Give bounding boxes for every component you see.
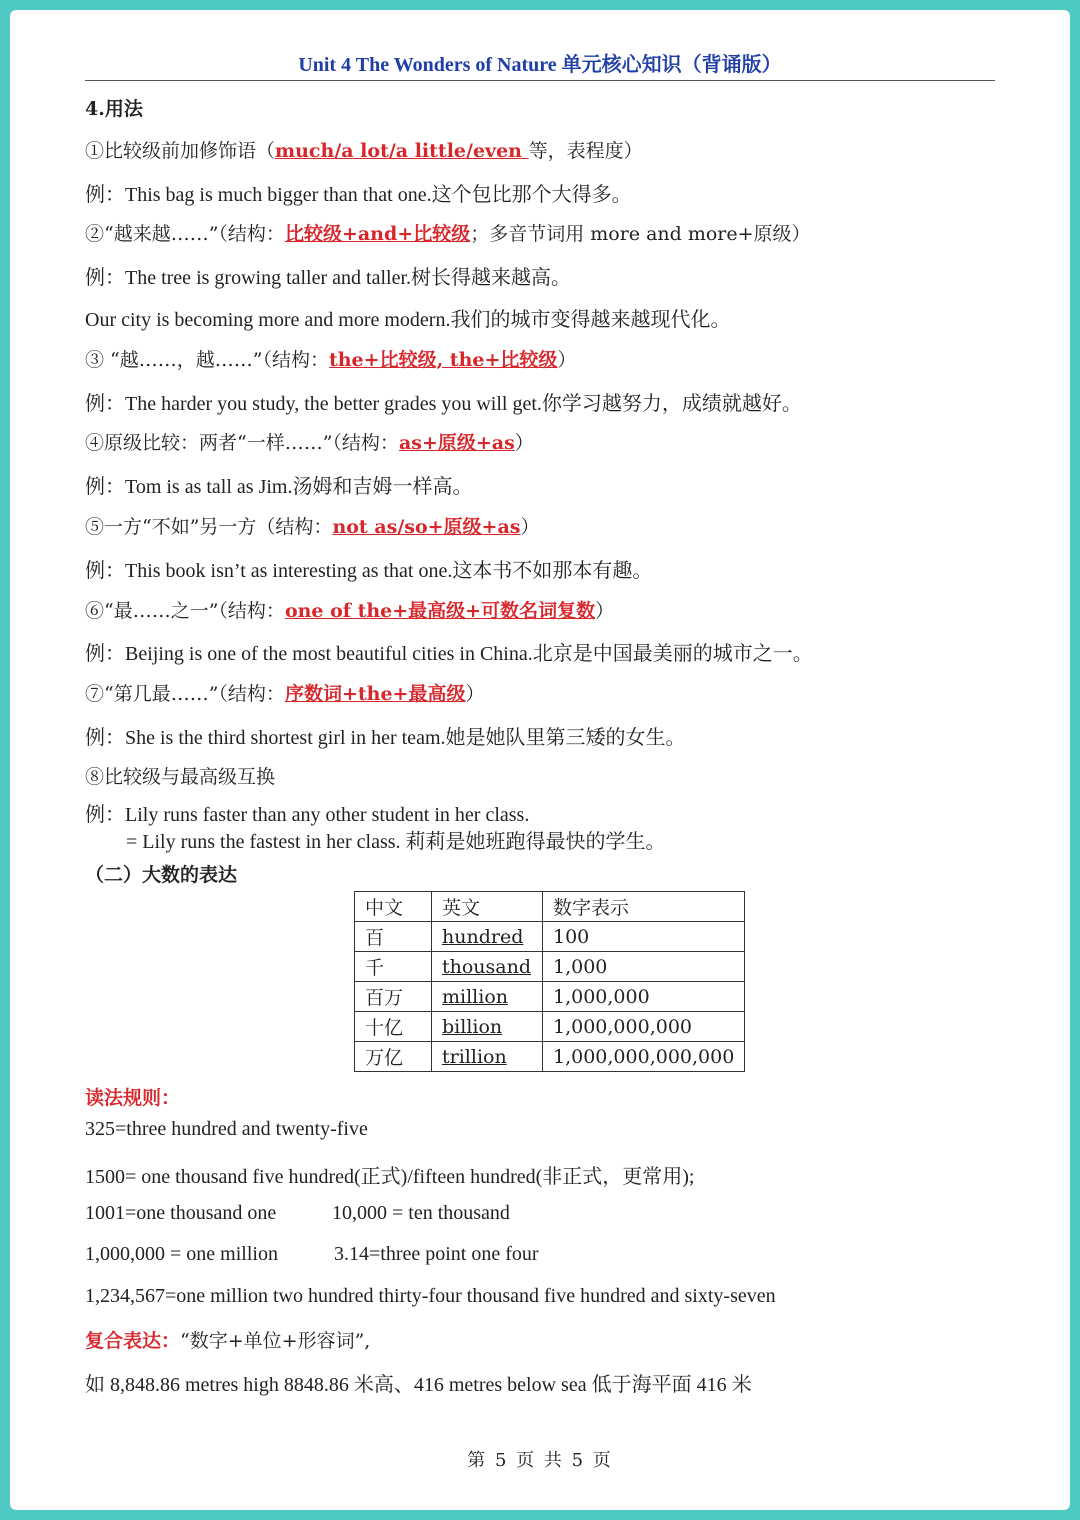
table-row	[355, 922, 745, 952]
large-numbers-table	[354, 891, 745, 1072]
rule-line-3b: 10,000 = ten thousand	[332, 1202, 510, 1224]
table-cell-chinese: 千	[355, 952, 432, 982]
table-row	[355, 952, 745, 982]
rule-line-2: 1500= one thousand five hundred(正式)/fifteen hundred(非正式，更常用);	[85, 1166, 695, 1188]
table-cell-english: trillion	[432, 1042, 543, 1072]
table-header-cell: 数字表示	[543, 892, 745, 922]
table-cell-chinese: 万亿	[355, 1042, 432, 1072]
usage-example-4: 例：The harder you study, the better grades you will get.你学习越努力，成绩就越好。	[85, 393, 802, 415]
rule-line-6: 如 8,848.86 metres high 8848.86 米高、416 metres below sea 低于海平面 416 米	[85, 1374, 752, 1396]
usage-line-4: ④原级比较：两者“一样……”（结构：as+原级+as）	[85, 432, 534, 454]
usage-example-9: 例：Lily runs faster than any other student in her class.	[85, 804, 530, 826]
table-cell-number: 100	[543, 922, 745, 952]
usage-example-8: 例：She is the third shortest girl in her team.她是她队里第三矮的女生。	[85, 727, 686, 749]
usage-example-5: 例：Tom is as tall as Jim.汤姆和吉姆一样高。	[85, 476, 473, 498]
table-cell-number: 1,000,000,000	[543, 1012, 745, 1042]
header-divider	[85, 80, 995, 81]
usage-example-1: 例：This bag is much bigger than that one.这个包比那个大得多。	[85, 184, 632, 206]
table-row	[355, 1012, 745, 1042]
rule-line-5: 1,234,567=one million two hundred thirty-four thousand five hundred and sixty-seven	[85, 1285, 776, 1307]
section-heading-usage: 4.用法	[85, 98, 143, 120]
rule-line-4b: 3.14=three point one four	[334, 1243, 539, 1265]
compound-label: 复合表达：	[85, 1330, 181, 1352]
document-page	[10, 10, 1070, 1510]
usage-line-2: ②“越来越……”（结构：比较级+and+比较级；多音节词用 more and more+原级）	[85, 223, 811, 245]
usage-example-7: 例：Beijing is one of the most beautiful cities in China.北京是中国最美丽的城市之一。	[85, 643, 813, 665]
usage-example-3: Our city is becoming more and more modern.我们的城市变得越来越现代化。	[85, 309, 731, 331]
table-cell-number: 1,000	[543, 952, 745, 982]
page-header-title: Unit 4 The Wonders of Nature 单元核心知识（背诵版）	[298, 54, 782, 76]
usage-line-6: ⑥“最……之一”（结构：one of the+最高级+可数名词复数）	[85, 600, 615, 622]
compound-expression-line: 复合表达：“数字+单位+形容词”,	[85, 1330, 371, 1352]
table-cell-chinese: 百万	[355, 982, 432, 1012]
page-footer: 第 5 页 共 5 页	[467, 1450, 613, 1471]
table-row	[355, 982, 745, 1012]
table-cell-number: 1,000,000,000,000	[543, 1042, 745, 1072]
reading-rules-label: 读法规则：	[85, 1087, 181, 1109]
usage-example-10: = Lily runs the fastest in her class. 莉莉是她班跑得最快的学生。	[126, 831, 666, 853]
table-row	[355, 1042, 745, 1072]
usage-line-7: ⑦“第几最……”（结构：序数词+the+最高级）	[85, 683, 485, 705]
table-cell-english: hundred	[432, 922, 543, 952]
section-heading-numbers: （二）大数的表达	[85, 864, 238, 886]
table-cell-number: 1,000,000	[543, 982, 745, 1012]
usage-line-1: ①比较级前加修饰语（much/a lot/a little/even 等，表程度）	[85, 140, 643, 162]
table-cell-english: billion	[432, 1012, 543, 1042]
table-cell-english: thousand	[432, 952, 543, 982]
table-header-cell: 中文	[355, 892, 432, 922]
rule-line-3a: 1001=one thousand one	[85, 1202, 277, 1224]
usage-example-6: 例：This book isn’t as interesting as that one.这本书不如那本有趣。	[85, 560, 653, 582]
table-cell-chinese: 十亿	[355, 1012, 432, 1042]
usage-example-2: 例：The tree is growing taller and taller.树长得越来越高。	[85, 267, 572, 289]
table-cell-chinese: 百	[355, 922, 432, 952]
table-header-row	[355, 892, 745, 922]
usage-line-5: ⑤一方“不如”另一方（结构：not as/so+原级+as）	[85, 516, 540, 538]
usage-line-3: ③ “越……，越……”（结构：the+比较级, the+比较级）	[85, 349, 577, 371]
rule-line-1: 325=three hundred and twenty-five	[85, 1118, 368, 1140]
table-cell-english: million	[432, 982, 543, 1012]
usage-line-8: ⑧比较级与最高级互换	[85, 766, 276, 788]
table-header-cell: 英文	[432, 892, 543, 922]
rule-line-4a: 1,000,000 = one million	[85, 1243, 278, 1265]
